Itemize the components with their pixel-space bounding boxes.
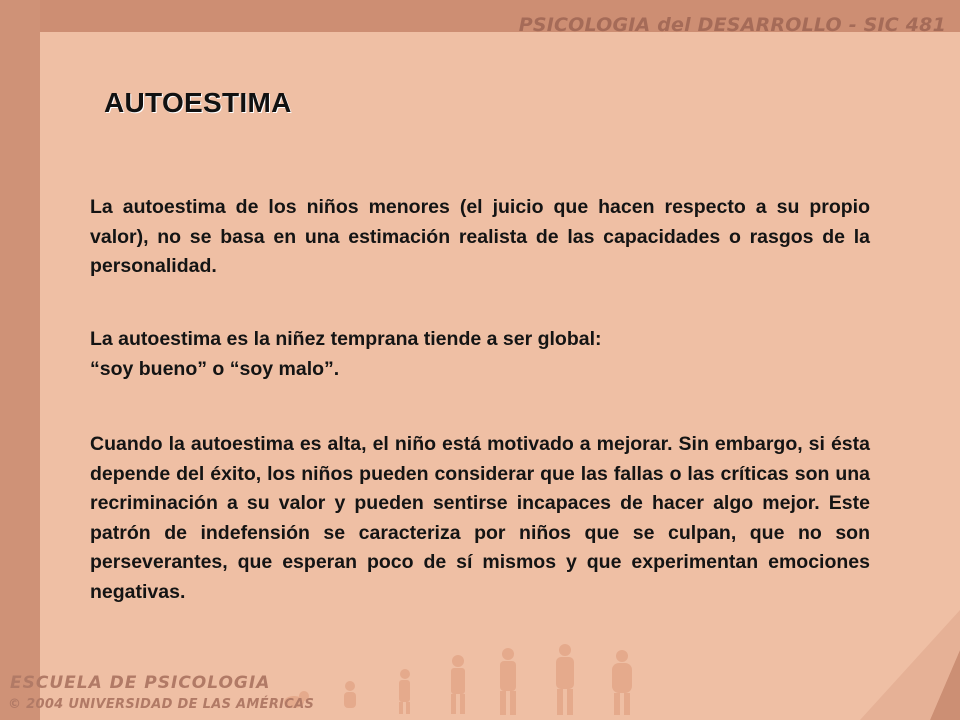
copyright-notice: © 2004 UNIVERSIDAD DE LAS AMÉRICAS bbox=[8, 697, 315, 712]
paragraph-global-line-1: La autoestima es la niñez temprana tiende a ser global: bbox=[90, 328, 602, 350]
human-development-figures-icon bbox=[280, 630, 660, 720]
course-title: PSICOLOGIA del DESARROLLO - SIC 481 bbox=[518, 14, 946, 36]
paragraph-global-line-2: “soy bueno” o “soy malo”. bbox=[90, 357, 340, 380]
paragraph-global-self-esteem bbox=[90, 325, 870, 384]
paragraph-self-esteem-definition: La autoestima de los niños menores (el juicio que hacen respecto a su propio valor), no se basa en una estimación realista de las capacidades o rasgos de la personalidad. bbox=[90, 196, 870, 277]
paragraph-helplessness-pattern: Cuando la autoestima es alta, el niño está motivado a mejorar. Sin embargo, si ésta depende del éxito, los niños pueden considerar que las fallas o las críticas son una recriminación a su valor y pueden sentirse incapaces de hacer algo mejor. Este patrón de indefensión se caracteriza por niños que se culpan, que no son perseverantes, que esperan poco de sí mismos y que experimentan emociones negativas. bbox=[90, 433, 870, 603]
school-name: ESCUELA DE PSICOLOGIA bbox=[10, 673, 271, 693]
slide-title: AUTOESTIMA bbox=[104, 87, 292, 118]
